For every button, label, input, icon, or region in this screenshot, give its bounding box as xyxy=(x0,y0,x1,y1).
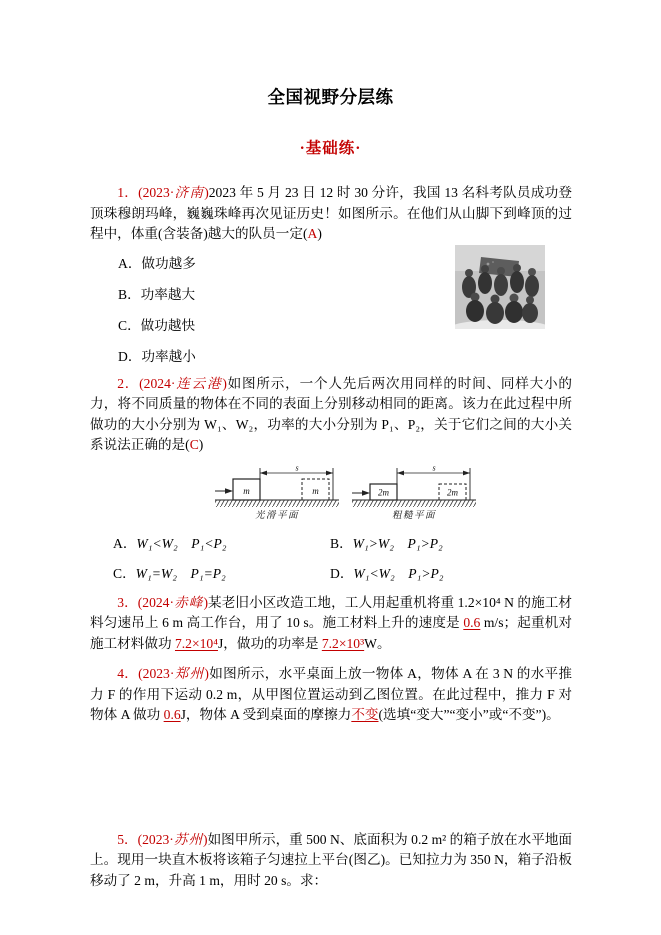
q3-body-2: m/s；起重机对施工材料做功 xyxy=(90,615,572,651)
block-ghost-label: m xyxy=(312,485,319,496)
q2-option-d xyxy=(330,559,572,589)
q1-option-d xyxy=(118,341,572,372)
push-force-arrow xyxy=(215,488,233,494)
q1-close-paren: ) xyxy=(317,226,322,241)
worksheet-content xyxy=(0,158,661,891)
q1-source-city: 济南 xyxy=(174,185,205,200)
q3-body-3: J，做功的功率是 xyxy=(217,635,322,651)
q3-answer-speed: 0.6 xyxy=(463,615,481,630)
q3-answer-power: 7.2×10³ xyxy=(321,635,365,651)
q1-source-close: ) xyxy=(204,185,209,200)
q1-option-c-label: C． xyxy=(118,317,141,333)
distance-label: s xyxy=(432,463,436,472)
surface-caption: 粗糙平面 xyxy=(391,510,437,521)
q1-answer-letter: A xyxy=(307,226,318,241)
question-2 xyxy=(90,374,572,456)
q2-option-a-label: A． xyxy=(113,535,137,551)
q4-body-3: (选填“变大”“变小”或“不变”)。 xyxy=(378,707,560,722)
ground-hatching xyxy=(352,500,476,507)
q4-answer-friction: 不变 xyxy=(351,707,379,722)
climbers-photo xyxy=(455,245,545,329)
q3-body-1: 某老旧小区改造工地，工人用起重机将重 1.2×10⁴ N 的施工材料匀速吊上 6 m 高工作台，用了 10 s。施工材料上升的速度是 xyxy=(90,594,573,630)
q2-option-a xyxy=(113,529,330,559)
q3-source-close: ) xyxy=(203,594,208,610)
q5-body: 如图甲所示，重 500 N、底面积为 0.2 m² 的箱子放在水平地面上。现用一块直木板将该箱子匀速拉上平台(图乙)。已知拉力为 350 N，箱子沿板移动了 2 m，升高 1 m，用时 20 s。求： xyxy=(90,831,573,888)
question-3 xyxy=(90,593,572,655)
q4-number: 4． xyxy=(117,666,139,681)
block-ghost-label: 2m xyxy=(447,487,458,497)
question-5 xyxy=(90,830,572,892)
q4-source-close: ) xyxy=(204,666,209,681)
q1-option-a-label: A． xyxy=(118,255,142,271)
q3-source-open: (2024· xyxy=(137,594,174,610)
q2-option-b-label: B． xyxy=(330,535,353,551)
page-title: 全国视野分层练 xyxy=(267,87,394,107)
q5-source-open: (2023· xyxy=(137,831,174,847)
q2-options xyxy=(90,529,572,589)
distance-label: s xyxy=(295,463,299,472)
q4-answer-work: 0.6 xyxy=(163,707,181,722)
q2-answer-letter: C xyxy=(189,437,199,452)
q2-diagram-rough-surface xyxy=(350,464,478,522)
q4-source-open: (2023· xyxy=(138,666,175,681)
q2-option-c-text: W₁=W₂ P₁=P₂ xyxy=(135,565,226,581)
q4-source-city: 郑州 xyxy=(174,666,205,681)
q1-option-d-label: D． xyxy=(118,348,142,364)
question-4 xyxy=(90,664,572,726)
section-badge: ·基础练· xyxy=(299,140,362,157)
block-label: m xyxy=(243,485,250,496)
q2-source-city: 连云港 xyxy=(175,375,223,391)
q3-answer-work: 7.2×10⁴ xyxy=(174,635,218,651)
q1-number: 1． xyxy=(117,185,139,200)
q1-option-b-text: 功率越大 xyxy=(140,286,196,302)
climbers-photo-image xyxy=(455,245,545,329)
q2-option-b-text: W₁>W₂ P₁>P₂ xyxy=(352,535,443,551)
q1-source-open: (2023· xyxy=(138,185,175,200)
q2-option-d-label: D． xyxy=(330,565,354,581)
q5-number: 5． xyxy=(117,831,138,847)
q2-number: 2． xyxy=(117,375,140,391)
q2-option-c-label: C． xyxy=(113,565,136,581)
q2-source-open: (2024· xyxy=(139,375,176,391)
q2-diagram-smooth-surface xyxy=(213,464,341,522)
q3-source-city: 赤峰 xyxy=(174,594,204,610)
q4-body-2: J，物体 A 受到桌面的摩擦力 xyxy=(180,707,352,722)
q1-body: 2023 年 5 月 23 日 12 时 30 分许，我国 13 名科考队员成功登顶珠穆朗玛峰，巍巍珠峰再次见证历史！如图所示。在他们从山脚下到峰顶的过程中，体重(含装备)越大的队员一定( xyxy=(90,185,573,241)
question-1 xyxy=(90,183,572,245)
q5-source-city: 苏州 xyxy=(173,831,204,847)
push-force-arrow xyxy=(352,490,370,496)
q2-option-d-text: W₁<W₂ P₁>P₂ xyxy=(353,565,444,581)
q1-option-c-text: 做功越快 xyxy=(140,317,196,333)
block-label: 2m xyxy=(378,487,389,497)
ground-hatching xyxy=(215,500,339,507)
q3-number: 3． xyxy=(117,594,138,610)
q3-body-4: W。 xyxy=(364,635,391,651)
q2-option-a-text: W₁<W₂ P₁<P₂ xyxy=(136,535,227,551)
q2-diagram xyxy=(213,464,572,522)
q2-close-paren: ) xyxy=(198,437,204,452)
surface-caption: 光滑平面 xyxy=(254,510,300,521)
q2-option-c xyxy=(113,559,330,589)
q1-options xyxy=(90,248,572,372)
q4-body-1: 如图所示，水平桌面上放一物体 A，物体 A 在 3 N 的水平推力 F 的作用下运动 0.2 m，从甲图位置运动到乙图位置。在此过程中，推力 F 对物体 A 做功 xyxy=(90,666,573,722)
q2-option-b xyxy=(330,529,572,559)
q5-source-close: ) xyxy=(203,831,208,847)
q1-option-b-label: B． xyxy=(118,286,141,302)
q1-option-d-text: 功率越小 xyxy=(141,348,196,364)
q1-option-a-text: 做功越多 xyxy=(141,255,196,271)
q2-body: 如图所示，一个人先后两次用同样的时间、同样大小的力，将不同质量的物体在不同的表面上分别移动相同的距离。该力在此过程中所做功的大小分别为 W₁、W₂，功率的大小分别为 P₁、P₂，关于它们之间的大小关系说法正确的是( xyxy=(90,375,573,452)
q2-source-close: ) xyxy=(222,375,227,391)
